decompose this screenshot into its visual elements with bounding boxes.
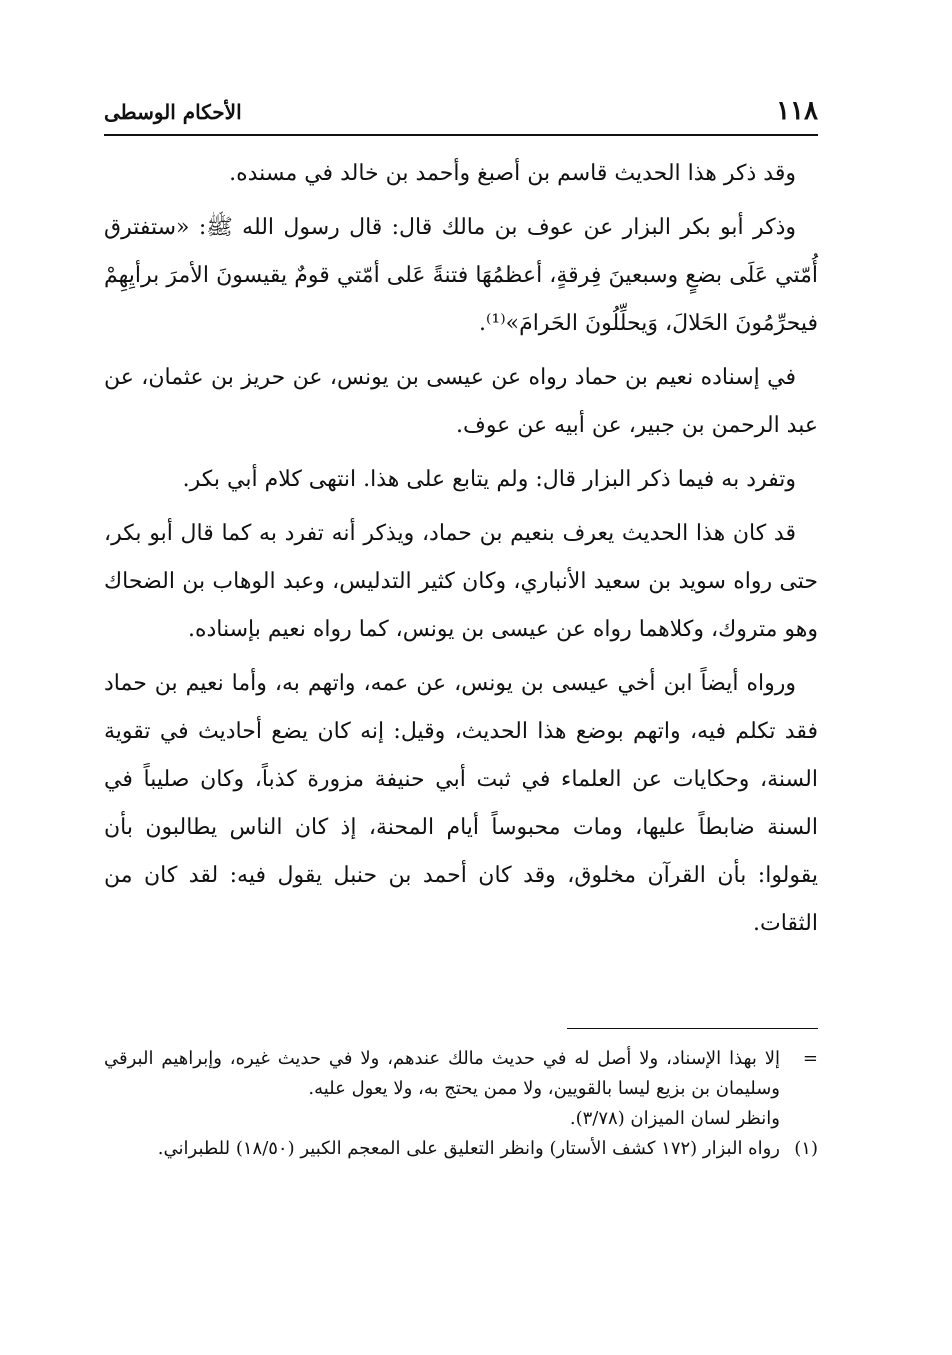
- footnote-separator: [567, 1028, 818, 1029]
- footnote-text: إلا بهذا الإسناد، ولا أصل له في حديث مالك عندهم، ولا في حديث غيره، وإبراهيم البرقي وسليمان بن بزيع ليسا بالقويين، ولا ممن يحتج به، ولا يعول عليه.: [104, 1048, 780, 1099]
- footnote-reference: وانظر لسان الميزان (٣/٧٨).: [569, 1108, 780, 1129]
- main-text: [104, 150, 818, 954]
- paragraph: ورواه أيضاً ابن أخي عيسى بن يونس، عن عمه، واتهم به، وأما نعيم بن حماد فقد تكلم فيه، واتهم بوضع هذا الحديث، وقيل: إنه كان يضع أحاديث في تقوية السنة، وحكايات عن العلماء في ثبت أبي حنيفة مزورة كذباً، وكان صليباً في السنة ضابطاً عليها، ومات محبوساً أيام المحنة، إذ كان الناس يطالبون بأن يقولوا: بأن القرآن مخلوق، وقد كان أحمد بن حنبل يقول فيه: لقد كان من الثقات.: [104, 671, 818, 936]
- footnote-1: [104, 1134, 818, 1164]
- paragraph: وذكر أبو بكر البزار عن عوف بن مالك قال: قال رسول الله ﷺ: «ستفترق أُمّتي عَلَى بضعٍ وسبعينَ فِرقةٍ، أعظمُهَا فتنةً عَلى أمّتي قومٌ يقيسونَ الأمرَ برأيِهِمْ فيحرِّمُونَ الحَلالَ، وَيحلِّلُونَ الحَرامَ»⁽¹⁾.: [104, 215, 818, 336]
- paragraph: وتفرد به فيما ذكر البزار قال: ولم يتابع على هذا. انتهى كلام أبي بكر.: [182, 467, 796, 492]
- paragraph: وقد ذكر هذا الحديث قاسم بن أصبغ وأحمد بن خالد في مسنده.: [229, 161, 796, 186]
- footnote-number: (١): [794, 1138, 818, 1159]
- footnote-text: رواه البزار (١٧٢ كشف الأستار) وانظر التعليق على المعجم الكبير (١٨/٥٠) للطبراني.: [157, 1138, 780, 1159]
- page-header: [104, 94, 818, 136]
- paragraph: في إسناده نعيم بن حماد رواه عن عيسى بن يونس، عن حريز بن عثمان، عن عبد الرحمن بن جبير، عن أبيه عن عوف.: [104, 365, 818, 438]
- paragraph: قد كان هذا الحديث يعرف بنعيم بن حماد، ويذكر أنه تفرد به كما قال أبو بكر، حتى رواه سويد بن سعيد الأنباري، وكان كثير التدليس، وعبد الوهاب بن الضحاك وهو متروك، وكلاهما رواه عن عيسى بن يونس، كما رواه نعيم بإسناده.: [104, 521, 818, 642]
- footnotes: [104, 1044, 818, 1164]
- running-title: الأحكام الوسطى: [104, 100, 242, 124]
- page-number: ١١٨: [776, 96, 818, 126]
- footnote-continuation-marker: =: [802, 1048, 818, 1069]
- footnote-continued: [104, 1044, 818, 1104]
